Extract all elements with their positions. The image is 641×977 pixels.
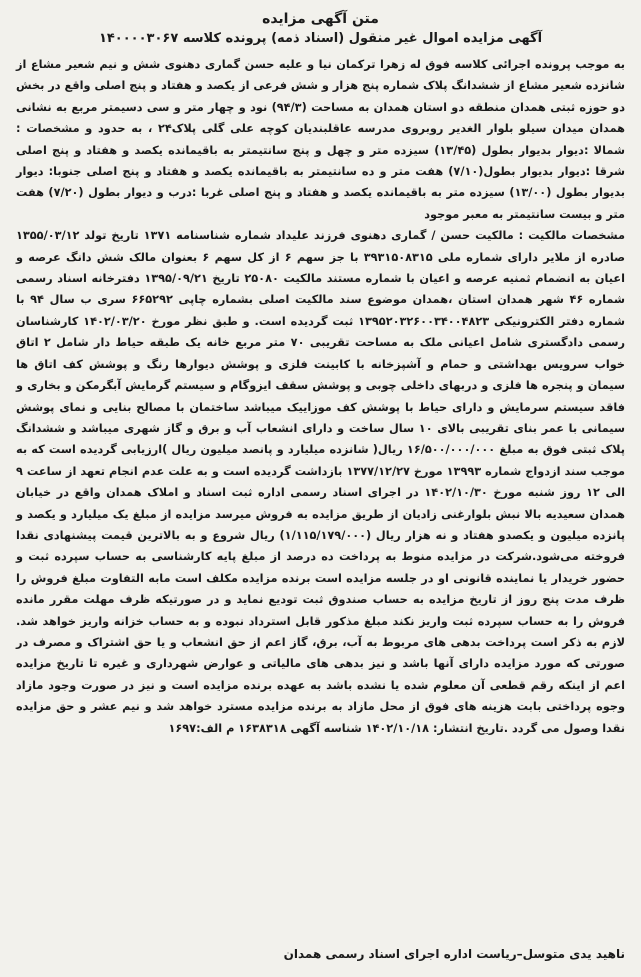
notice-paragraph-property: به موجب پرونده اجرائی کلاسه فوق له زهرا ترکمان نیا و علیه حسن گماری دهنوی شش و نیم شعیر مشاع از شانزده شعیر مشاع از ششدانگ پلاک شماره پنج هزار و شش فرعی از یکصد و هفتاد و پنج اصلی واقع در بخش دو حوزه ثبتی همدان منطقه دو استان همدان به مساحت (۹۴/۳) نود و چهار متر و سی دسیمتر مربع به نشانی همدان میدان سیلو بلوار الغدیر روبروی مدرسه عاقلبندیان کوچه علی گلی پلاک۲۴ ، به حدود و مشخصات : شمالا :دیوار بدیوار بطول (۱۳/۴۵) سیزده متر و چهل و پنج سانتیمتر به باقیمانده یکصد و هفتاد و پنج اصلی شرقا :دیوار بدیوار بطول(۷/۱۰) هفت متر و ده سانتیمتر به باقیمانده یکصد و هفتاد و پنج اصلی جنوبا: دیوار بدیوار بطول (۱۳/۰۰) سیزده متر به باقیمانده یکصد و هفتاد و پنج اصلی غربا :درب و دیوار بطول (۷/۲۰) هفت متر و بیست سانتیمتر به معبر موجود [16, 58, 625, 221]
notice-body [16, 54, 625, 739]
notice-paragraph-ownership: مشخصات مالکیت : مالکیت حسن / گماری دهنوی فرزند علیداد شماره شناسنامه ۱۳۷۱ تاریخ تولد ۱۳۵۵/۰۳/۱۲ صادره از ملایر دارای شماره ملی ۳۹۳۱۵۰۸۳۱۵ با جز سهم ۶ از کل سهم ۶ بعنوان مالک شش دانگ عرصه و اعیان به انضمام ثمنیه عرصه و اعیان با شماره مستند مالکیت ۲۵۰۸۰ تاریخ ۱۳۹۵/۰۹/۲۱ دفترخانه اسناد رسمی شماره ۴۶ شهر همدان استان ،همدان موضوع سند مالکیت اصلی بشماره چاپی ۶۶۵۲۹۲ سری ب سال ۹۴ با شماره دفتر الکترونیکی ۱۳۹۵۲۰۳۲۶۰۰۳۴۰۰۴۸۲۳ ثبت گردیده است. و طبق نظر مورخ ۱۴۰۲/۰۳/۲۰ کارشناسان رسمی دادگستری شامل اعیانی ملک به مساحت تقریبی ۷۰ متر مربع خانه یک طبقه حیاط دار شامل ۲ اتاق خواب سرویس بهداشتی و حمام و آشپزخانه با کابینت فلزی و پوشش دیوارها رنگ و پوشش کف اتاق ها سیمان و پنجره ها فلزی و دربهای داخلی چوبی و پوشش سقف ایزوگام و سیستم گرمایش آبگرمکن و بخاری و فاقد سیستم سرمایش و دارای حیاط با پوشش کف موزاییک میباشد ساختمان با مصالح بنایی و نمای پوشش سیمانی با عمر بنای تقریبی بالای ۱۰ سال ساخت و دارای انشعاب آب و برق و گاز شهری میباشد و ششدانگ پلاک ثبتی فوق به مبلغ ۱۶/۵۰۰/۰۰۰/۰۰۰ ریال( شانزده میلیارد و پانصد میلیون ریال )ارزیابی گردیده است که به موجب سند ازدواج شماره ۱۳۹۹۳ مورخ ۱۳۷۷/۱۲/۲۷ بازداشت گردیده است و به علت عدم انجام تعهد از ساعت ۹ الی ۱۲ روز شنبه مورخ ۱۴۰۲/۱۰/۳۰ در اجرای اسناد رسمی اداره ثبت اسناد و املاک همدان واقع در خیابان همدان سعیدیه بالا نبش بلوارغنی زادیان از طریق مزایده به فروش میرسد مزایده از مبلغ یک میلیارد و یکصد و پانزده میلیون و یکصدو هفتاد و نه هزار ریال (۱/۱۱۵/۱۷۹/۰۰۰) ریال شروع و به بالاترین قیمت پیشنهادی نقدا فروخته می‌شود.شرکت در مزایده منوط به پرداخت ده درصد از مبلغ پایه کارشناسی به حساب سپرده ثبت و حضور خریدار یا نماینده قانونی او در جلسه مزایده است برنده مزایده مکلف است مابه التفاوت مبلغ فروش را ظرف مدت پنج روز از تاریخ مزایده به حساب صندوق ثبت تودیع نماید و در صورتیکه ظرف مهلت مقرر مانده فروش را به حساب سپرده ثبت واریز نکند مبلغ مذکور قابل استرداد نبوده و به حساب خزانه واریز خواهد شد. لازم به ذکر است پرداخت بدهی های مربوط به آب، برق، گاز اعم از حق انشعاب و یا حق اشتراک و مصرف در صورتی که مورد مزایده دارای آنها باشد و نیز بدهی های مالیاتی و عوارض شهرداری و غیره تا تاریخ مزایده اعم از اینکه رقم قطعی آن معلوم شده یا نشده باشد به عهده برنده مزایده است و نیز در صورت وجود مازاد وجوه پرداختی بابت هزینه های فوق از محل مازاد به برنده مزایده مسترد خواهد شد و نیم عشر و حق مزایده نقدا وصول می گردد .تاریخ انتشار: ۱۴۰۲/۱۰/۱۸ شناسه آگهی ۱۶۳۸۳۱۸ م الف:۱۶۹۷ [16, 229, 626, 735]
notice-signature: ناهید یدی متوسل–ریاست اداره اجرای اسناد رسمی همدان [283, 947, 625, 961]
notice-subtitle: آگهی مزایده اموال غیر منقول (اسناد ذمه) پرونده کلاسه ۱۴۰۰۰۰۳۰۶۷ [98, 31, 543, 46]
notice-title: متن آگهی مزایده [262, 11, 379, 27]
